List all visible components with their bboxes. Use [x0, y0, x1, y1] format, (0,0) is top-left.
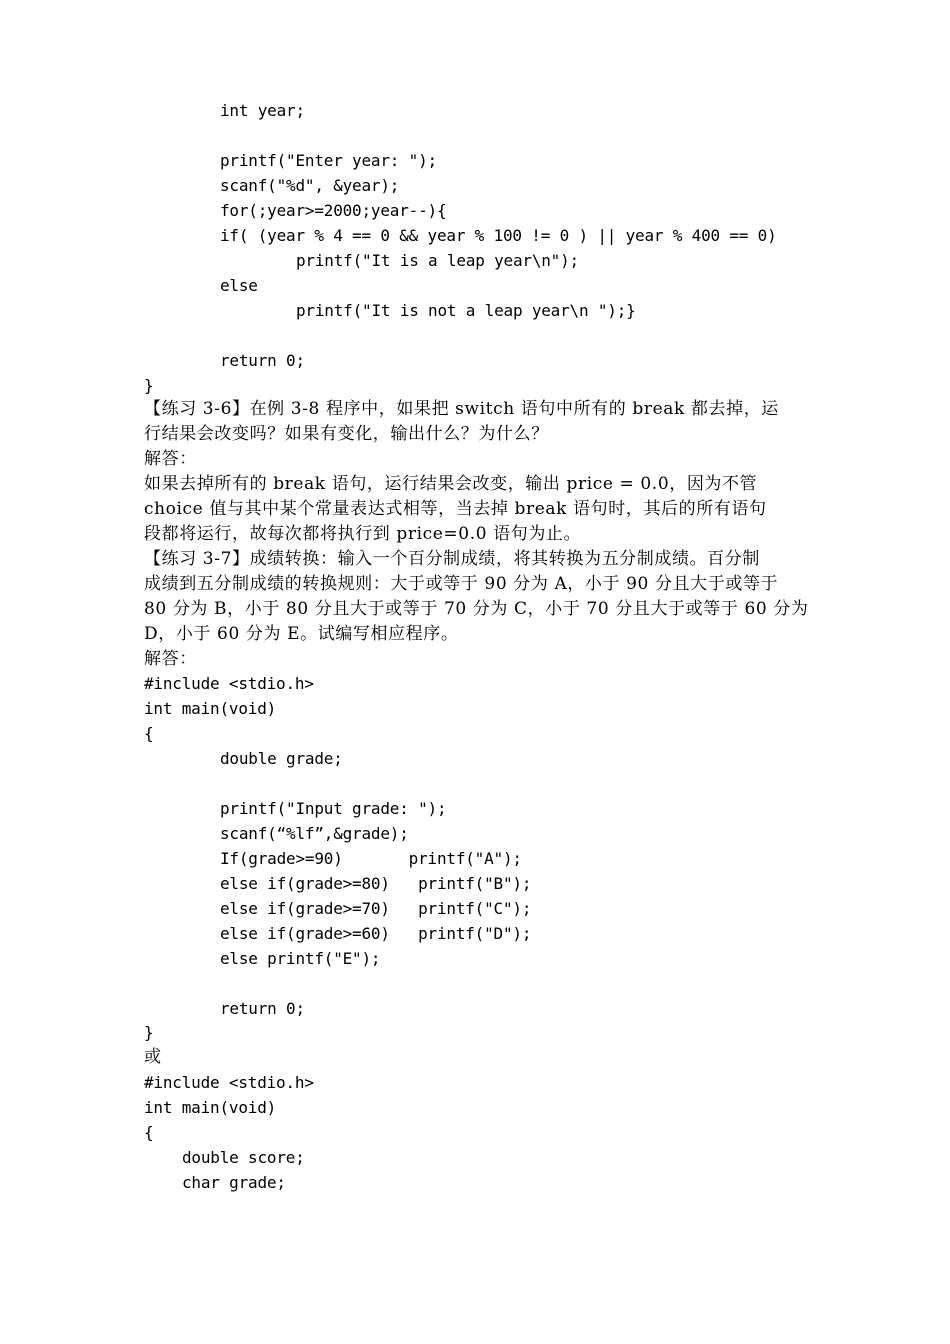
- code-line: {: [144, 724, 154, 743]
- paragraph-line: D，小于 60 分为 E。试编写相应程序。: [144, 624, 459, 644]
- code-line: char grade;: [182, 1173, 286, 1192]
- answer-label: 解答：: [144, 649, 197, 669]
- code-line: #include <stdio.h>: [144, 1073, 314, 1092]
- code-line: else if(grade>=70) printf("C");: [220, 899, 532, 918]
- code-line: else printf("E");: [220, 949, 381, 968]
- code-line: }: [144, 1023, 154, 1042]
- paragraph-line: 成绩到五分制成绩的转换规则：大于或等于 90 分为 A，小于 90 分且大于或等于: [144, 574, 779, 594]
- code-line: printf("Enter year: ");: [220, 151, 437, 170]
- code-line: int main(void): [144, 1098, 277, 1117]
- code-line: return 0;: [220, 999, 305, 1018]
- code-line: else if(grade>=60) printf("D");: [220, 924, 532, 943]
- code-line: }: [144, 376, 154, 395]
- answer-label: 解答：: [144, 449, 197, 469]
- code-line: for(;year>=2000;year--){: [220, 201, 447, 220]
- code-line: else if(grade>=80) printf("B");: [220, 874, 532, 893]
- code-line: #include <stdio.h>: [144, 674, 314, 693]
- paragraph-line: choice 值与其中某个常量表达式相等，当去掉 break 语句时，其后的所有语句: [144, 499, 767, 519]
- code-line: else: [220, 276, 258, 295]
- code-line: int main(void): [144, 699, 277, 718]
- code-line: If(grade>=90) printf("A");: [220, 849, 522, 868]
- code-line: scanf(“%lf”,&grade);: [220, 824, 409, 843]
- code-line: scanf("%d", &year);: [220, 176, 400, 195]
- code-line: double grade;: [220, 749, 343, 768]
- paragraph-line: 80 分为 B，小于 80 分且大于或等于 70 分为 C，小于 70 分且大于或等于 60 分为: [144, 599, 809, 619]
- code-line: {: [144, 1123, 154, 1142]
- code-line: int year;: [220, 101, 305, 120]
- code-line: if( (year % 4 == 0 && year % 100 != 0 ) || year % 400 == 0): [220, 226, 777, 245]
- paragraph-line: 段都将运行，故每次都将执行到 price=0.0 语句为止。: [144, 524, 582, 544]
- alternative-label: 或: [144, 1047, 162, 1067]
- code-line: printf("It is not a leap year\n ");}: [296, 301, 636, 320]
- exercise-3-7-heading: 【练习 3-7】成绩转换：输入一个百分制成绩，将其转换为五分制成绩。百分制: [144, 549, 760, 569]
- code-line: double score;: [182, 1148, 305, 1167]
- code-line: return 0;: [220, 351, 305, 370]
- paragraph-line: 如果去掉所有的 break 语句，运行结果会改变，输出 price = 0.0，因为不管: [144, 474, 758, 494]
- paragraph-line: 行结果会改变吗？如果有变化，输出什么？为什么？: [144, 424, 549, 444]
- code-line: printf("It is a leap year\n");: [296, 251, 579, 270]
- exercise-3-6-heading: 【练习 3-6】在例 3-8 程序中，如果把 switch 语句中所有的 break 都去掉，运: [144, 399, 779, 419]
- code-line: printf("Input grade: ");: [220, 799, 447, 818]
